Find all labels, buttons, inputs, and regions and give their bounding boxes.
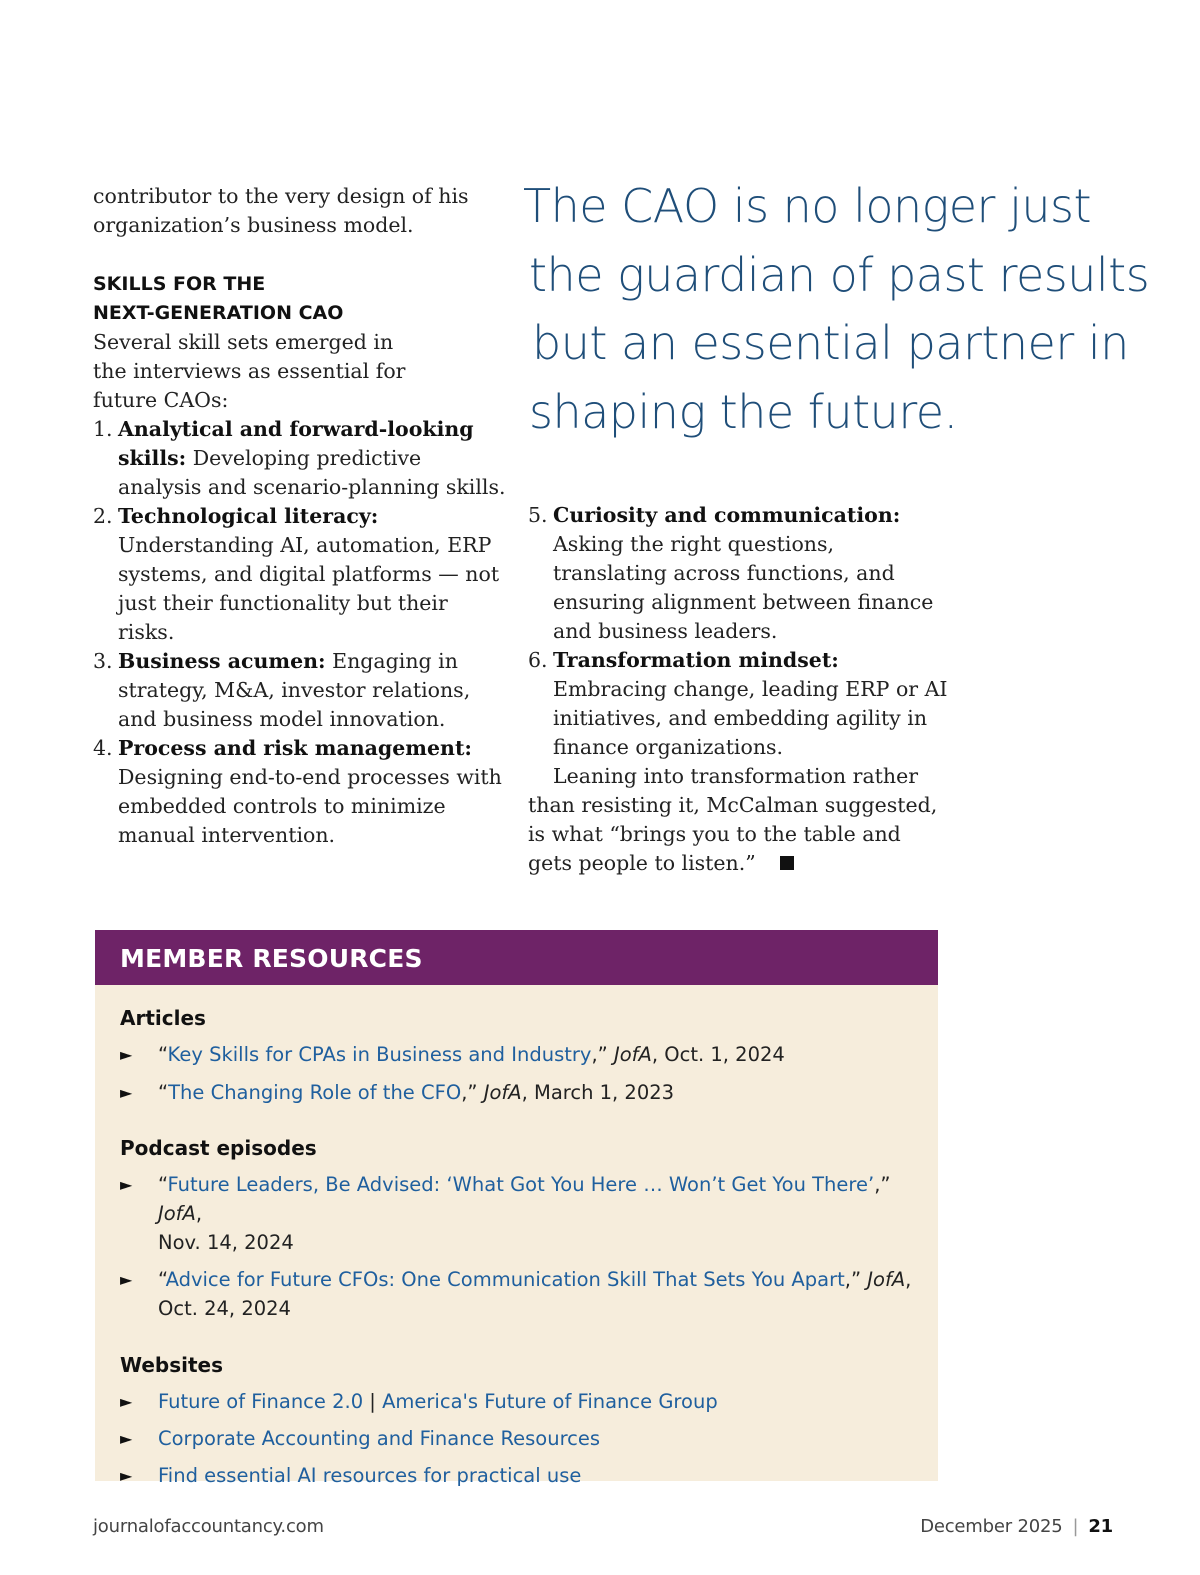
podcasts-list <box>120 1170 913 1323</box>
page-number: 21 <box>1088 1516 1113 1537</box>
skill-title: Analytical and forward-looking skills: <box>118 417 474 470</box>
skill-text: Understanding AI, automation, ERP systems, and digital platforms — not just their functionality but their risks. <box>118 533 500 644</box>
closing-paragraph <box>528 762 948 878</box>
arrow-bullet-icon: ► <box>120 1429 133 1448</box>
skill-number: 6. <box>528 648 548 672</box>
skills-intro <box>93 328 508 415</box>
skill-item <box>528 501 948 646</box>
skill-text: Designing end-to-end processes with embedded controls to minimize manual intervention. <box>118 765 502 847</box>
pull-quote-line: The CAO is no longer just <box>523 179 1092 233</box>
quote-mark: ,” <box>844 1268 862 1291</box>
quote-mark: ,” <box>461 1081 478 1104</box>
website-link[interactable]: America's Future of Finance Group <box>382 1390 718 1413</box>
skill-text: Embracing change, leading ERP or AI initiatives, and embedding agility in finance organizations. <box>553 677 948 759</box>
publication-date: , Oct. 1, 2024 <box>651 1043 785 1066</box>
quote-mark: ,” <box>874 1173 891 1196</box>
member-resources-heading: MEMBER RESOURCES <box>95 930 938 985</box>
articles-list <box>120 1040 913 1107</box>
website-link[interactable]: Future of Finance 2.0 <box>158 1390 364 1413</box>
skill-number: 5. <box>528 503 548 527</box>
skills-heading-line: NEXT-GENERATION CAO <box>93 302 344 324</box>
website-link[interactable]: Corporate Accounting and Finance Resources <box>158 1427 601 1450</box>
quote-mark: “ <box>158 1268 166 1291</box>
skill-item <box>528 646 948 762</box>
intro-text <box>93 182 508 240</box>
resource-item <box>120 1040 913 1069</box>
skill-number: 1. <box>93 417 113 441</box>
skill-title: Technological literacy: <box>118 504 379 528</box>
resource-item <box>120 1424 913 1453</box>
footer-issue-info <box>920 1516 1113 1537</box>
footer-site: journalofaccountancy.com <box>93 1516 324 1537</box>
article-link[interactable]: The Changing Role of the CFO <box>168 1081 462 1104</box>
resource-item <box>120 1265 913 1323</box>
skill-title: Transformation mindset: <box>553 648 839 672</box>
skills-heading-line: SKILLS FOR THE <box>93 273 266 295</box>
skills-heading <box>93 270 508 328</box>
arrow-bullet-icon: ► <box>120 1466 133 1485</box>
quote-mark: “ <box>158 1043 168 1066</box>
article-right-column <box>528 501 948 878</box>
closing-text: Leaning into transformation rather than resisting it, McCalman suggested, is what “brings you to the table and gets people to listen.” <box>528 764 938 875</box>
skill-item <box>93 502 508 647</box>
publication-date-separator: , <box>195 1202 203 1225</box>
skill-item <box>93 415 508 502</box>
skills-intro-line: future CAOs: <box>93 388 229 412</box>
podcast-link[interactable]: Future Leaders, Be Advised: ‘What Got You Here … Won’t Get You There’ <box>167 1173 875 1196</box>
skill-item <box>93 647 508 734</box>
skills-intro-line: Several skill sets emerged in <box>93 330 394 354</box>
quote-mark: “ <box>158 1173 168 1196</box>
resource-item <box>120 1387 913 1416</box>
resource-item <box>120 1170 913 1257</box>
pull-quote-line: shaping the future. <box>529 384 958 439</box>
skill-text: Engaging in strategy, M&A, investor relations, and business model innovation. <box>118 649 471 731</box>
member-resources-body <box>95 1004 938 1490</box>
skill-text: Asking the right questions, translating across functions, and ensuring alignment between finance and business leaders. <box>553 532 934 643</box>
skill-number: 3. <box>93 649 113 673</box>
publication-name: JofA <box>613 1043 652 1066</box>
pull-quote <box>523 172 1150 446</box>
member-resources-box <box>95 930 938 1487</box>
publication-date: , March 1, 2023 <box>521 1081 675 1104</box>
podcast-link[interactable]: Advice for Future CFOs: One Communication Skill That Sets You Apart <box>165 1268 845 1291</box>
arrow-bullet-icon: ► <box>120 1270 133 1289</box>
publication-name: JofA <box>158 1202 196 1225</box>
publication-date: Nov. 14, 2024 <box>158 1231 294 1254</box>
publication-name: JofA <box>483 1081 522 1104</box>
podcasts-title: Podcast episodes <box>120 1136 317 1160</box>
publication-name: JofA <box>867 1268 906 1291</box>
article-link[interactable]: Key Skills for CPAs in Business and Industry <box>167 1043 592 1066</box>
skill-title: Curiosity and communication: <box>553 503 901 527</box>
skill-text: Developing predictive analysis and scenario-planning skills. <box>118 446 506 499</box>
publication-date-separator: , <box>905 1268 912 1291</box>
footer-divider: | <box>1072 1516 1079 1537</box>
intro-line: organization’s business model. <box>93 213 414 237</box>
resource-item <box>120 1078 913 1107</box>
link-separator: | <box>363 1390 383 1413</box>
skills-intro-line: the interviews as essential for <box>93 359 406 383</box>
arrow-bullet-icon: ► <box>120 1175 133 1194</box>
pull-quote-line: but an essential partner in <box>532 316 1129 370</box>
skill-item <box>93 734 508 850</box>
skills-list <box>93 415 508 850</box>
skill-number: 4. <box>93 736 113 760</box>
websites-list <box>120 1387 913 1490</box>
skill-number: 2. <box>93 504 113 528</box>
quote-mark: ,” <box>591 1043 608 1066</box>
articles-title: Articles <box>120 1006 206 1030</box>
article-left-column <box>93 182 508 850</box>
website-link[interactable]: Find essential AI resources for practical use <box>158 1464 582 1487</box>
resource-item <box>120 1461 913 1490</box>
skill-title: Process and risk management: <box>118 736 472 760</box>
skills-list-continued <box>528 501 948 762</box>
quote-mark: “ <box>158 1081 169 1104</box>
publication-date: Oct. 24, 2024 <box>158 1297 291 1320</box>
pull-quote-line: the guardian of past results <box>529 247 1150 302</box>
arrow-bullet-icon: ► <box>120 1083 133 1102</box>
skill-title: Business acumen: <box>118 649 326 673</box>
arrow-bullet-icon: ► <box>120 1045 133 1064</box>
arrow-bullet-icon: ► <box>120 1392 133 1411</box>
intro-line: contributor to the very design of his <box>93 184 469 208</box>
end-of-article-icon <box>780 856 794 870</box>
websites-title: Websites <box>120 1353 224 1377</box>
issue-date: December 2025 <box>920 1516 1063 1537</box>
